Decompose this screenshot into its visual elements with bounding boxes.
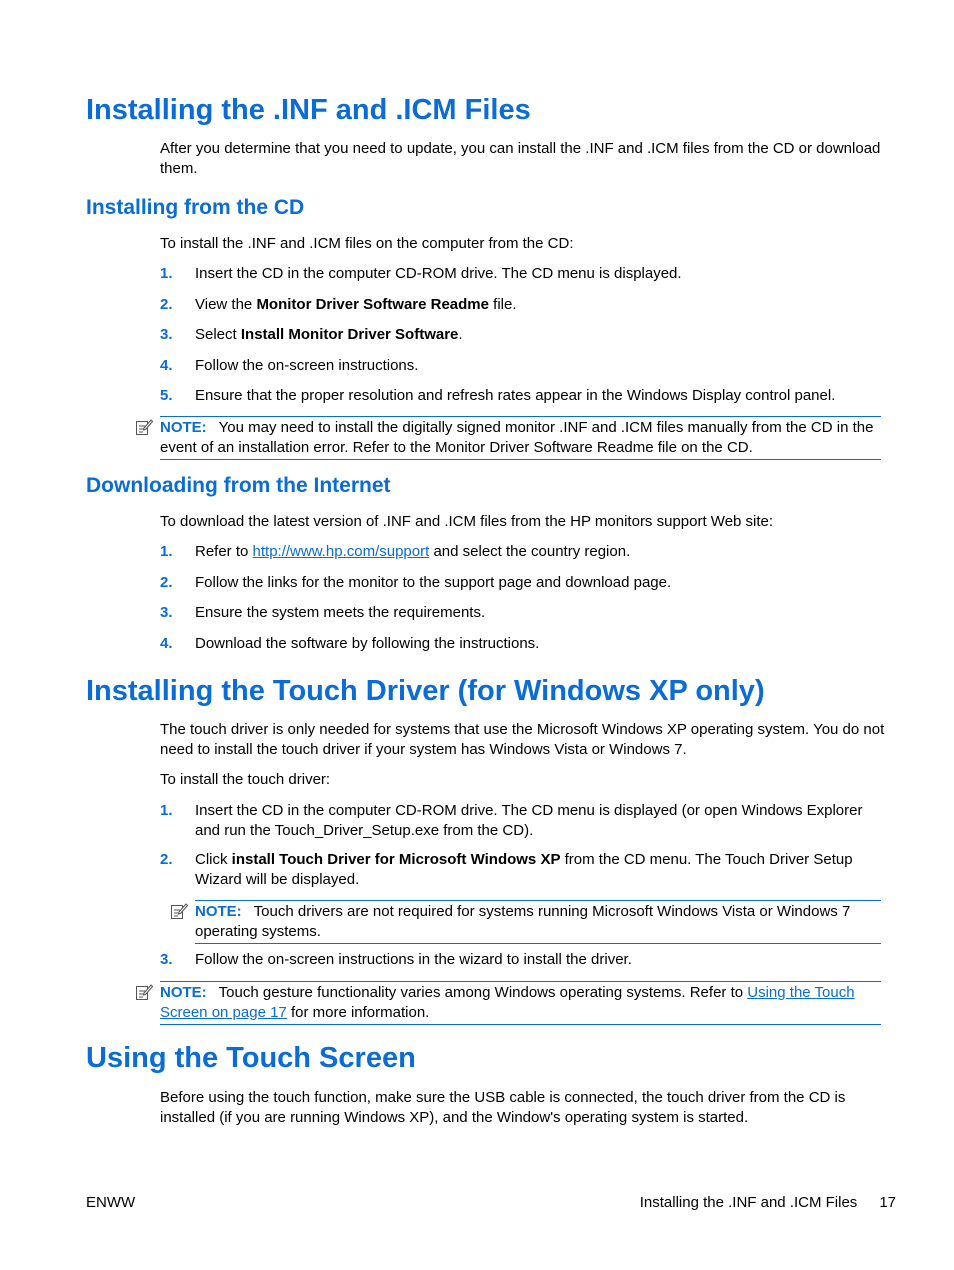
touch-step-1 (160, 801, 885, 840)
intro2-touch-driver: To install the touch driver: (160, 771, 331, 788)
heading-internet: Downloading from the Internet (86, 474, 391, 497)
cd-step-3 (160, 325, 885, 345)
note-label: NOTE: (160, 984, 207, 1001)
footer-title: Installing the .INF and .ICM Files (639, 1194, 858, 1211)
note-text-pre: Touch gesture functionality varies among Windows operating systems. Refer to (218, 984, 748, 1001)
step-number: 2. (160, 574, 173, 591)
step-text: Insert the CD in the computer CD-ROM drive. The CD menu is displayed. (195, 265, 682, 282)
touch-screen-link[interactable]: Using the Touch Screen on page 17 (160, 984, 855, 1021)
note-label: NOTE: (160, 419, 207, 436)
heading-touch-driver: Installing the Touch Driver (for Windows XP only) (86, 675, 765, 707)
step-number: 3. (160, 951, 173, 968)
step-number: 1. (160, 265, 173, 282)
cd-step-1 (160, 264, 885, 284)
cd-step-4 (160, 356, 885, 376)
note-icon (170, 902, 188, 920)
intro-touch-driver: The touch driver is only needed for systems that use the Microsoft Windows XP operating system. You do not need to install the touch driver if your system has Windows Vista or Windows 7. (160, 721, 885, 758)
step-number: 3. (160, 604, 173, 621)
note-icon (135, 983, 153, 1001)
step-number: 5. (160, 387, 173, 404)
step-text: Download the software by following the instructions. (195, 635, 540, 652)
internet-step-4 (160, 634, 885, 654)
step-text: Click install Touch Driver for Microsoft Windows XP from the CD menu. The Touch Driver Setup Wizard will be displayed. (195, 851, 853, 888)
note-icon (135, 418, 153, 436)
step-number: 2. (160, 296, 173, 313)
heading-touch-screen: Using the Touch Screen (86, 1042, 416, 1074)
intro-internet: To download the latest version of .INF and .ICM files from the HP monitors support Web site: (160, 513, 774, 530)
step-text: View the Monitor Driver Software Readme file. (195, 296, 517, 313)
step-number: 1. (160, 543, 173, 560)
step-number: 2. (160, 851, 173, 868)
intro-from-cd: To install the .INF and .ICM files on the computer from the CD: (160, 235, 574, 252)
page-number: 17 (879, 1194, 896, 1211)
heading-from-cd: Installing from the CD (86, 196, 305, 219)
internet-step-1 (160, 542, 885, 562)
step-text: Select Install Monitor Driver Software. (195, 326, 463, 343)
internet-step-2 (160, 573, 885, 593)
internet-step-3 (160, 603, 885, 623)
footer-right (640, 1193, 896, 1212)
note-text: You may need to install the digitally signed monitor .INF and .ICM files manually from the CD in the event of an installation error. Refer to the Monitor Driver Software Readme file on the CD. (160, 419, 874, 456)
intro-touch-screen: Before using the touch function, make sure the USB cable is connected, the touch driver from the CD is installed (if you are running Windows XP), and the Window's operating system is started. (160, 1089, 846, 1126)
step-text: Ensure the system meets the requirements. (195, 604, 486, 621)
note-touch-gesture (160, 981, 881, 1025)
note-text: Touch drivers are not required for systems running Microsoft Windows Vista or Windows 7 operating systems. (195, 903, 851, 940)
note-label: NOTE: (195, 903, 242, 920)
intro-inf-icm: After you determine that you need to update, you can install the .INF and .ICM files from the CD or download them. (160, 140, 881, 177)
step-text: Insert the CD in the computer CD-ROM drive. The CD menu is displayed (or open Windows Explorer and run the Touch_Driver_Setup.exe from the CD). (195, 802, 863, 839)
step-number: 4. (160, 357, 173, 374)
cd-step-5 (160, 386, 885, 406)
step-number: 1. (160, 802, 173, 819)
note-touch-drivers (195, 900, 881, 944)
cd-step-2 (160, 295, 885, 315)
step-number: 4. (160, 635, 173, 652)
footer-left: ENWW (86, 1194, 136, 1211)
touch-step-3 (160, 950, 885, 970)
step-text: Ensure that the proper resolution and refresh rates appear in the Windows Display control panel. (195, 387, 836, 404)
note-cd (160, 416, 881, 460)
step-text: Follow the on-screen instructions in the wizard to install the driver. (195, 951, 632, 968)
step-text: Follow the links for the monitor to the support page and download page. (195, 574, 672, 591)
step-text: Refer to http://www.hp.com/support and select the country region. (195, 543, 631, 560)
touch-step-2 (160, 850, 885, 889)
note-text-post: for more information. (286, 1003, 430, 1021)
hp-support-link[interactable]: http://www.hp.com/support (252, 543, 430, 560)
step-number: 3. (160, 326, 173, 343)
heading-inf-icm: Installing the .INF and .ICM Files (86, 94, 531, 126)
step-text: Follow the on-screen instructions. (195, 357, 419, 374)
